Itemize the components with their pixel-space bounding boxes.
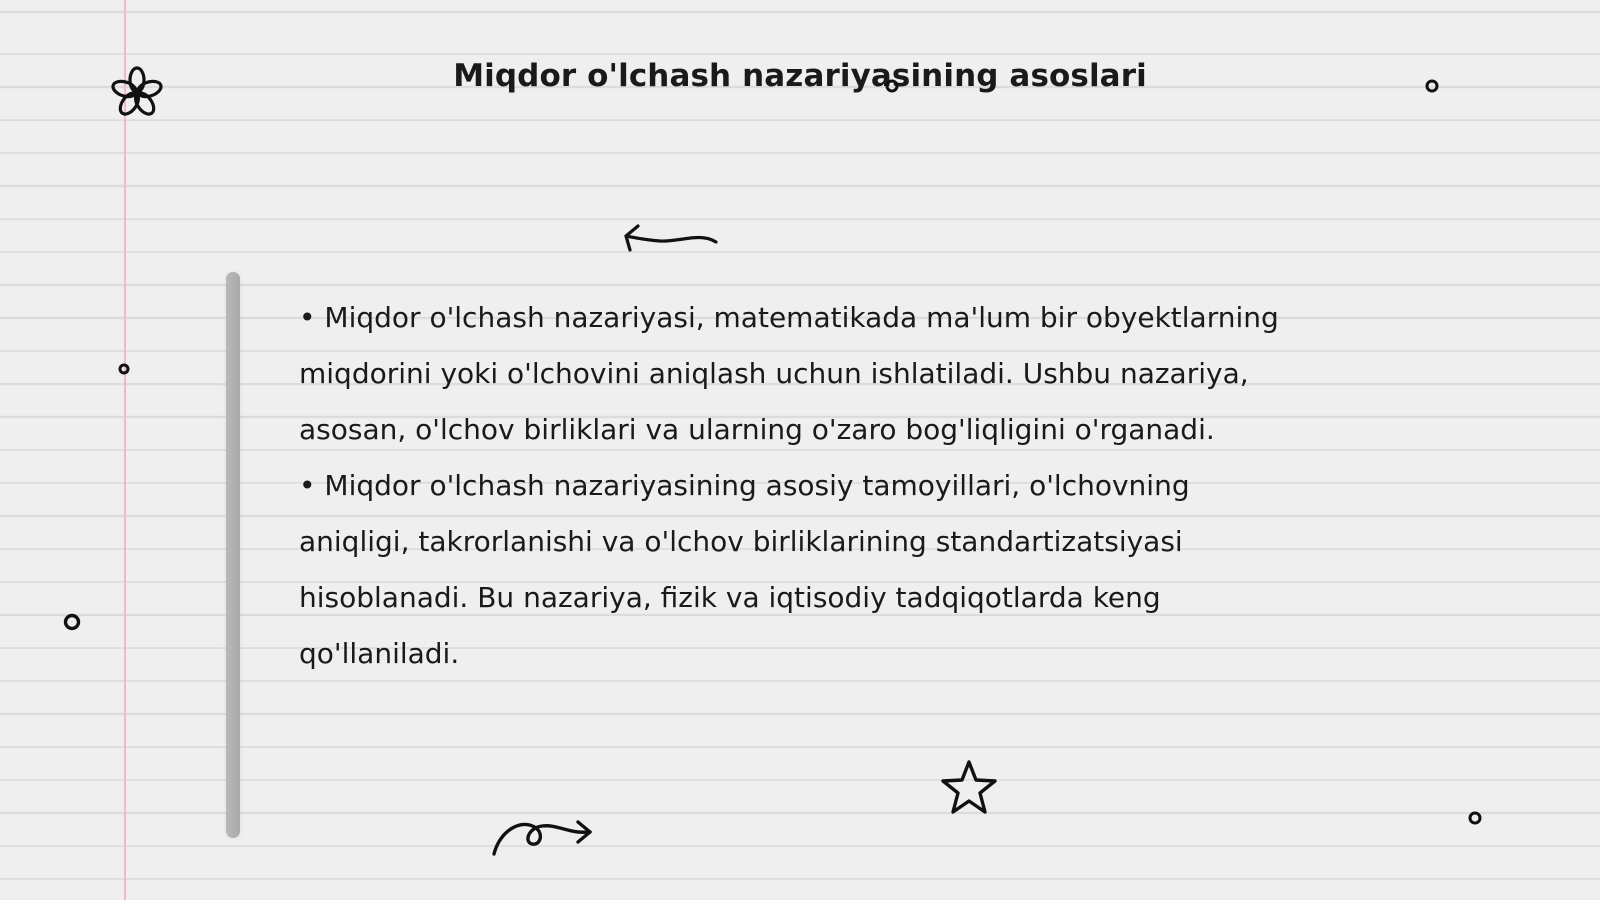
bullet-paragraph: • Miqdor o'lchash nazariyasining asosiy tamoyillari, o'lchovning aniqligi, takrorlanishi va o'lchov birliklarining standartizatsiyasi hisoblanadi. Bu nazariya, fizik va iqtisodiy tadqiqotlarda keng qo'llaniladi. (299, 469, 1190, 670)
body-text (299, 290, 1299, 682)
notebook-margin-line (124, 0, 126, 900)
arrow-left-icon (620, 222, 720, 258)
slide-title: Miqdor o'lchash nazariyasining asoslari (453, 58, 1147, 94)
bullet-paragraph: • Miqdor o'lchash nazariyasi, matematikada ma'lum bir obyektlarning miqdorini yoki o'lchovini aniqlash uchun ishlatiladi. Ushbu nazariya, asosan, o'lchov birliklari va ularning o'zaro bog'liqligini o'rganadi. (299, 301, 1279, 446)
loop-arrow-icon (488, 812, 600, 862)
circle-icon (62, 612, 82, 632)
circle-icon (1424, 78, 1440, 94)
flower-icon (108, 64, 166, 122)
circle-icon (1467, 810, 1483, 826)
star-icon (938, 758, 1000, 818)
accent-bar (226, 272, 240, 838)
circle-icon (884, 78, 900, 94)
circle-icon (117, 362, 131, 376)
